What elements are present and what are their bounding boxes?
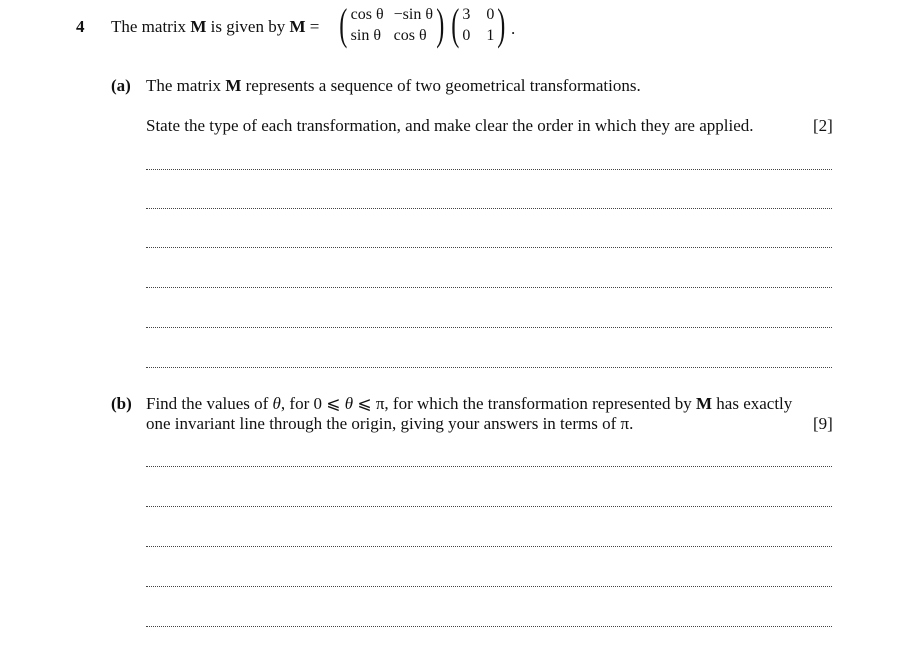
part-a-marks: [2] [813,116,833,135]
part-b-line1-d: has exactly [712,394,793,413]
stem-matrix-symbol: M [190,17,207,36]
answer-line[interactable] [146,466,832,467]
answer-line[interactable] [146,626,832,627]
matrix1-r1c2: −sin θ [393,6,434,23]
matrix2-r2c2: 1 [486,27,495,44]
part-b-line-2: one invariant line through the origin, giving your answers in terms of π. [146,414,634,433]
part-b-marks: [9] [813,414,833,433]
answer-line[interactable] [146,287,832,288]
matrix1-left-paren: ( [339,0,348,49]
matrix2-left-paren: ( [450,0,460,49]
answer-line[interactable] [146,208,832,209]
answer-line[interactable] [146,327,832,328]
stem-prefix: The matrix [111,17,191,36]
answer-line[interactable] [146,506,832,507]
part-b-matrix-symbol: M [695,394,713,413]
matrix2-r1c2: 0 [486,6,495,23]
matrix-expression [336,0,516,49]
stem-matrix-symbol-2: M [289,17,306,36]
rotation-matrix [351,4,433,46]
stem-middle: is given by [206,17,290,36]
stretch-matrix [462,4,494,46]
matrix1-r1c1: cos θ [350,6,384,23]
part-b-theta: θ [272,394,281,413]
part-b-label: (b) [111,394,132,413]
part-a-line-1 [146,76,641,96]
part-a-matrix-symbol: M [225,76,242,95]
part-b-theta-2: θ [344,394,354,413]
question-stem [111,17,319,37]
stem-equals: = [305,17,320,36]
answer-line[interactable] [146,367,832,368]
stem-full-stop: . [510,19,516,38]
answer-line[interactable] [146,247,832,248]
matrix2-right-paren: ) [497,0,506,49]
matrix2-r1c1: 3 [462,6,471,23]
matrix2-r2c1: 0 [462,27,471,44]
question-number: 4 [76,17,85,36]
matrix1-r2c1: sin θ [350,27,381,44]
part-b-line-1 [146,394,792,414]
part-b-line1-b: , for 0 ⩽ [280,394,345,413]
part-a-line-2: State the type of each transformation, and make clear the order in which they are applied. [146,116,754,135]
answer-line[interactable] [146,546,832,547]
answer-line[interactable] [146,169,832,170]
part-b-line1-a: Find the values of [146,394,273,413]
part-a-line1-suffix: represents a sequence of two geometrical transformations. [241,76,641,95]
answer-line[interactable] [146,586,832,587]
part-a-label: (a) [111,76,131,95]
part-a-line1-prefix: The matrix [146,76,226,95]
matrix1-right-paren: ) [436,0,445,49]
matrix1-r2c2: cos θ [393,27,427,44]
part-b-line1-c: ⩽ π, for which the transformation represented by [353,394,696,413]
